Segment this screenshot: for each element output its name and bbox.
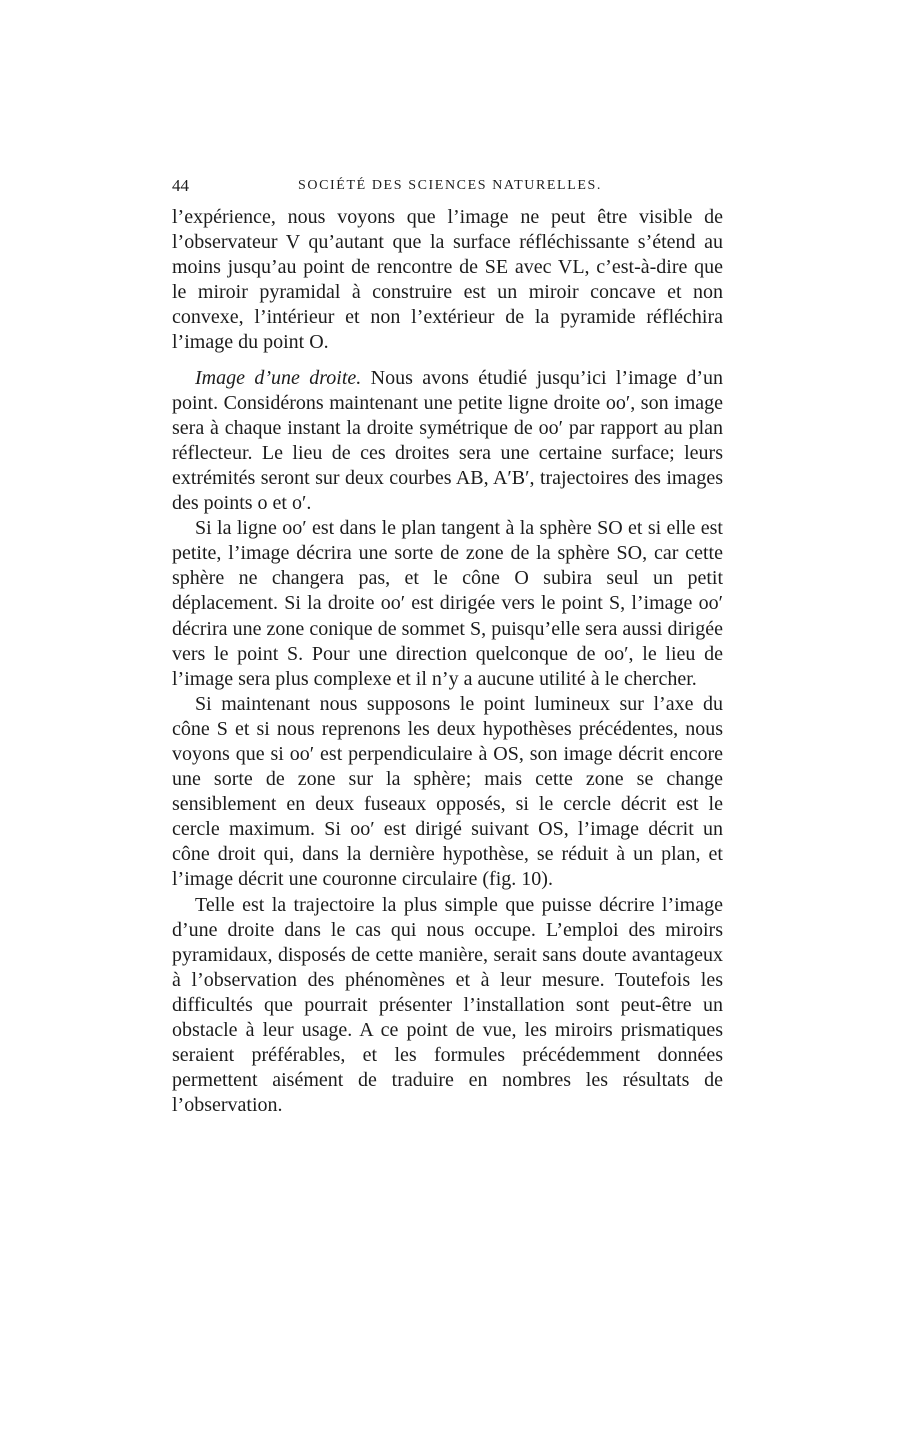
running-title: SOCIÉTÉ DES SCIENCES NATURELLES. <box>298 178 602 193</box>
paragraph-3: Si la ligne oo′ est dans le plan tangent à la sphère SO et si elle est petite, l’image décrira une sorte de zone de la sphère SO, car cette sphère ne changera pas, et le cône O subira seul un petit déplacement. Si la droite oo′ est dirigée vers le point S, l’image oo′ décrira une zone conique de sommet S, puisqu’elle sera aussi dirigée vers le point S. Pour une direction quelconque de oo′, le lieu de l’image sera plus complexe et il n’y a aucune utilité à le chercher. <box>172 517 723 690</box>
paragraph-2-text: Nous avons étudié jusqu’ici l’image d’un point. Considérons maintenant une petite ligne droite oo′, son image sera à chaque instant la droite symétrique de oo′ par rapport au plan réflecteur. Le lieu de ces droites sera une certaine surface; leurs extrémités seront sur deux courbes AB, A′B′, trajectoires des images des points o et o′. <box>172 366 723 515</box>
section-title: Image d’une droite. <box>195 366 362 389</box>
paragraph-2 <box>172 366 723 517</box>
page-number: 44 <box>172 176 189 195</box>
body-text <box>172 205 723 1118</box>
paragraph-5: Telle est la trajectoire la plus simple que puisse décrire l’image d’une droite dans le cas qui nous occupe. L’emploi des miroirs pyramidaux, disposés de cette manière, serait sans doute avantageux à l’observation des phénomènes et à leur mesure. Toutefois les difficultés que pourrait présenter l’installation sont peut-être un obstacle à leur usage. A ce point de vue, les miroirs prismatiques seraient préférables, et les formules précédemment données permettent aisément de traduire en nombres les résultats de l’observation. <box>172 893 723 1117</box>
paragraph-4: Si maintenant nous supposons le point lumineux sur l’axe du cône S et si nous reprenons les deux hypothèses précédentes, nous voyons que si oo′ est perpendiculaire à OS, son image décrit encore une sorte de zone sur la sphère; mais cette zone se change sensiblement en deux fuseaux opposés, si le cercle décrit est le cercle maximum. Si oo′ est dirigé suivant OS, l’image décrit un cône droit qui, dans la dernière hypothèse, se réduit à un plan, et l’image décrit une couronne circulaire (fig. 10). <box>172 692 723 891</box>
running-head <box>172 174 724 198</box>
paragraph-1: l’expérience, nous voyons que l’image ne peut être visible de l’observateur V qu’autant que la surface réfléchissante s’étend au moins jusqu’au point de rencontre de SE avec VL, c’est-à-dire que le miroir pyramidal à construire est un miroir concave et non convexe, l’intérieur et non l’extérieur de la pyramide réfléchira l’image du point O. <box>172 206 723 354</box>
